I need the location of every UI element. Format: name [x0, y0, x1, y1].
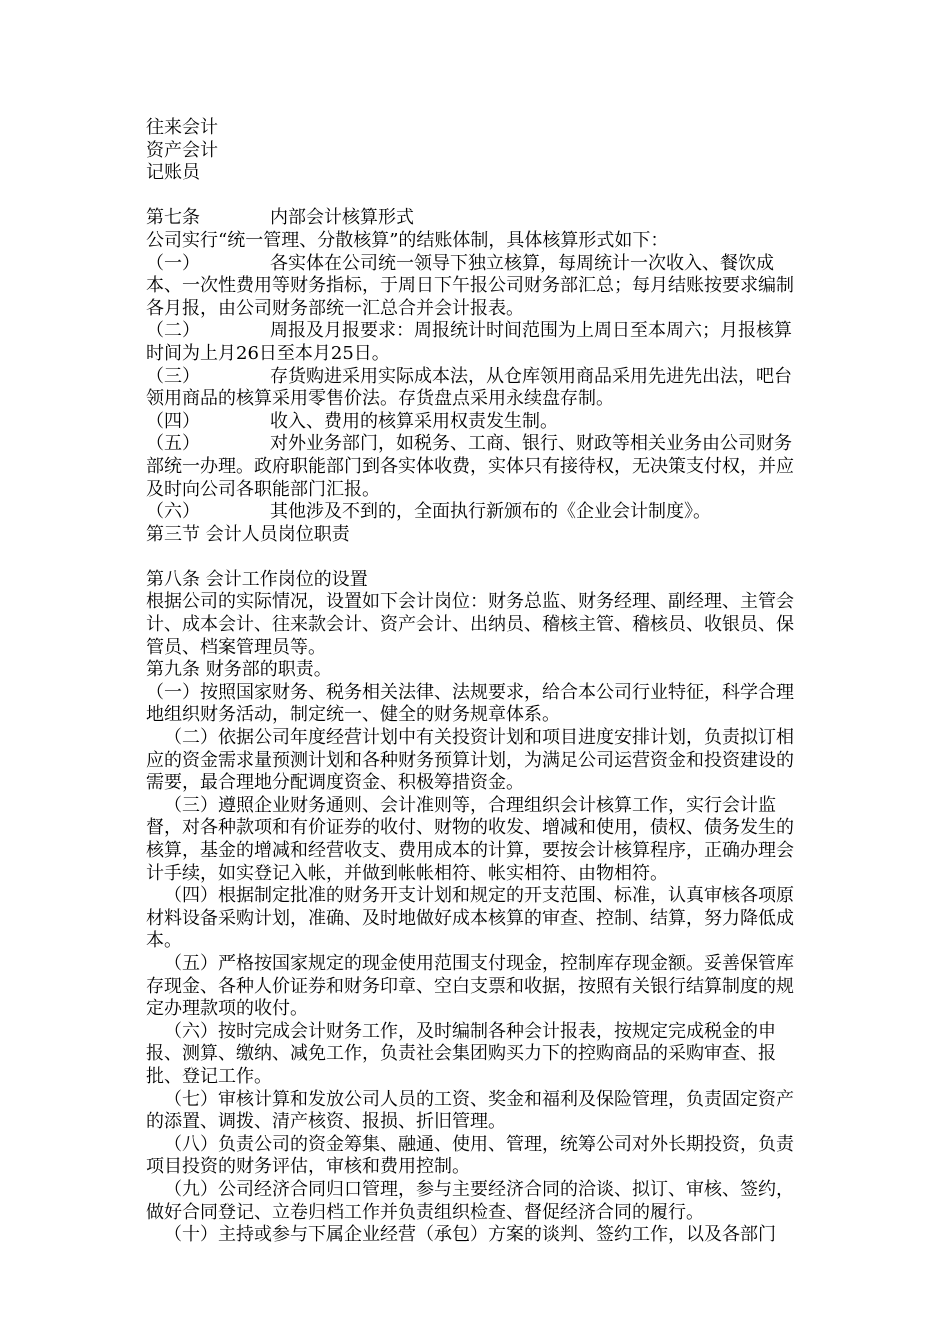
article-9-item: （五）严格按国家规定的现金使用范围支付现金，控制库存现金额。妥善保管库存现金、各种人价证券和财务印章、空白支票和收据，按照有关银行结算制度的规定办理款项的收付。	[146, 952, 794, 1020]
article-7-title: 内部会计核算形式	[270, 207, 414, 229]
item-text: 其他涉及不到的，全面执行新颁布的《企业会计制度》。	[270, 501, 711, 523]
section-3-heading: 第三节 会计人员岗位职责	[146, 523, 350, 545]
spacer	[146, 185, 806, 208]
item-number: （四）	[146, 410, 200, 432]
article-7-item	[146, 501, 806, 524]
article-8-text: 根据公司的实际情况，设置如下会计岗位：财务总监、财务经理、副经理、主管会计、成本会计、往来款会计、资产会计、出纳员、稽核主管、稽核员、收银员、保管员、档案管理员等。	[146, 591, 794, 658]
list-item: 资产会计	[146, 139, 218, 161]
article-9-item: （七）审核计算和发放公司人员的工资、奖金和福利及保险管理，负责固定资产的添置、调拨、清产核资、报损、折旧管理。	[146, 1088, 794, 1133]
article-9-item: （八）负责公司的资金筹集、融通、使用、管理，统筹公司对外长期投资，负责项目投资的财务评估，审核和费用控制。	[146, 1133, 794, 1178]
item-text: 收入、费用的核算采用权责发生制。	[270, 410, 558, 432]
article-9-item: （十）主持或参与下属企业经营（承包）方案的谈判、签约工作，以及各部门	[164, 1224, 776, 1246]
article-7-item	[146, 433, 806, 501]
article-9-item: （二）依据公司年度经营计划中有关投资计划和项目进度安排计划，负责拟订相应的资金需求量预测计划和各种财务预算计划，为满足公司运营资金和投资建设的需要，最合理地分配调度资金、积极筹措资金。	[146, 727, 794, 794]
article-9-heading: 第九条 财务部的职责。	[146, 659, 332, 681]
item-number: （一）	[146, 252, 200, 274]
item-text: 周报及月报要求：周报统计时间范围为上周日至本周六；月报核算时间为上月26日至本月25日。	[146, 320, 792, 364]
item-text: 存货购进采用实际成本法，从仓库领用商品采用先进先出法，吧台领用商品的核算采用零售价法。存货盘点采用永续盘存制。	[146, 365, 792, 410]
article-9-item: （三）遵照企业财务通则、会计准则等，合理组织会计核算工作，实行会计监督，对各种款项和有价证券的收付、财物的收发、增减和使用，债权、债务发生的核算，基金的增减和经营收支、费用成本的计算，要按会计核算程序，正确办理会计手续，如实登记入帐，并做到帐帐相符、帐实相符、由物相符。	[146, 794, 794, 884]
item-number: （二）	[146, 320, 200, 342]
list-item: 记账员	[146, 162, 200, 184]
item-text: 各实体在公司统一领导下独立核算，每周统计一次收入、餐饮成本、一次性费用等财务指标，于周日下午报公司财务部汇总；每月结账按要求编制各月报，由公司财务部统一汇总合并会计报表。	[146, 252, 794, 319]
article-8-heading: 第八条 会计工作岗位的设置	[146, 568, 368, 590]
article-9-item: （九）公司经济合同归口管理，参与主要经济合同的洽谈、拟订、审核、签约，做好合同登记、立卷归档工作并负责组织检查、督促经济合同的履行。	[146, 1178, 794, 1223]
document-body	[146, 117, 806, 1247]
article-7-item	[146, 320, 806, 365]
article-7-intro: 公司实行“统一管理、分散核算”的结账体制，具体核算形式如下：	[146, 229, 669, 251]
article-7-item	[146, 366, 806, 411]
article-7-label: 第七条	[146, 207, 200, 229]
article-9-item: （一）按照国家财务、税务相关法律、法规要求，给合本公司行业特征，科学合理地组织财务活动，制定统一、健全的财务规章体系。	[146, 681, 794, 726]
item-text: 对外业务部门，如税务、工商、银行、财政等相关业务由公司财务部统一办理。政府职能部门到各实体收费，实体只有接待权，无决策支付权，并应及时向公司各职能部门汇报。	[146, 433, 794, 500]
article-7-heading	[146, 207, 806, 230]
list-item: 往来会计	[146, 117, 218, 138]
article-9-item: （六）按时完成会计财务工作，及时编制各种会计报表，按规定完成税金的申报、测算、缴纳、减免工作，负责社会集团购买力下的控购商品的采购审查、报批、登记工作。	[146, 1020, 776, 1087]
spacer	[146, 546, 806, 569]
item-number: （三）	[146, 365, 200, 387]
article-7-item	[146, 253, 806, 321]
item-number: （五）	[146, 433, 200, 455]
item-number: （六）	[146, 501, 200, 523]
article-7-item	[146, 411, 806, 434]
article-9-item: （四）根据制定批准的财务开支计划和规定的开支范围、标准，认真审核各项原材料设备采购计划，准确、及时地做好成本核算的审查、控制、结算，努力降低成本。	[146, 885, 794, 952]
